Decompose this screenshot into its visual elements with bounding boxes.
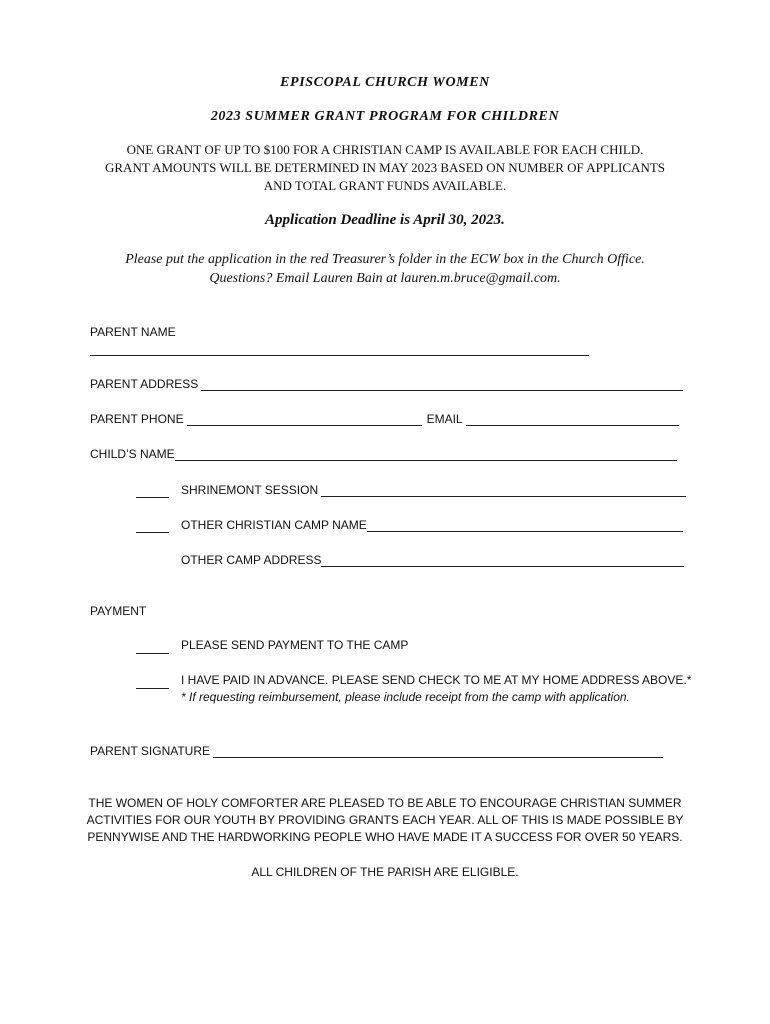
other-camp-name-field[interactable] — [367, 517, 683, 532]
email-label: EMAIL — [426, 412, 463, 426]
application-deadline: Application Deadline is April 30, 2023. — [265, 212, 505, 228]
parent-phone-field[interactable] — [187, 411, 422, 426]
shrinemont-session-label: SHRINEMONT SESSION — [181, 483, 319, 497]
eligibility-note: ALL CHILDREN OF THE PARISH ARE ELIGIBLE. — [251, 865, 519, 879]
parent-address-label: PARENT ADDRESS — [90, 377, 199, 391]
parent-phone-label: PARENT PHONE — [90, 412, 184, 426]
other-camp-address-label: OTHER CAMP ADDRESS — [181, 553, 322, 567]
other-camp-address-row — [181, 552, 684, 567]
intro-line-2: GRANT AMOUNTS WILL BE DETERMINED IN MAY 2023 BASED ON NUMBER OF APPLICANTS — [105, 160, 665, 175]
shrinemont-checkbox[interactable] — [136, 483, 169, 503]
shrinemont-session-field[interactable] — [321, 482, 686, 497]
intro-line-1: ONE GRANT OF UP TO $100 FOR A CHRISTIAN CAMP IS AVAILABLE FOR EACH CHILD. — [126, 142, 644, 157]
intro-line-3: AND TOTAL GRANT FUNDS AVAILABLE. — [263, 178, 507, 193]
payment-heading: PAYMENT — [90, 604, 147, 618]
footer-line-3: PENNYWISE AND THE HARDWORKING PEOPLE WHO HAVE MADE IT A SUCCESS FOR OVER 50 YEARS. — [87, 830, 683, 844]
footer-line-1: THE WOMEN OF HOLY COMFORTER ARE PLEASED TO BE ABLE TO ENCOURAGE CHRISTIAN SUMMER — [88, 796, 682, 810]
instructions-line-2: Questions? Email Lauren Bain at lauren.m.bruce@gmail.com. — [209, 271, 561, 286]
paid-advance-checkbox[interactable] — [136, 674, 169, 694]
other-camp-name-label: OTHER CHRISTIAN CAMP NAME — [181, 518, 367, 532]
paid-advance-label: I HAVE PAID IN ADVANCE. PLEASE SEND CHECK TO ME AT MY HOME ADDRESS ABOVE.* — [181, 673, 692, 687]
childs-name-label: CHILD’S NAME — [90, 447, 175, 461]
shrinemont-row — [181, 482, 686, 497]
other-camp-row — [181, 517, 683, 532]
parent-phone-row — [90, 411, 679, 426]
parent-signature-row — [90, 743, 663, 758]
email-field[interactable] — [466, 411, 679, 426]
parent-signature-field[interactable] — [213, 743, 663, 758]
program-title: 2023 SUMMER GRANT PROGRAM FOR CHILDREN — [210, 109, 560, 124]
pay-camp-label: PLEASE SEND PAYMENT TO THE CAMP — [181, 638, 409, 652]
parent-address-field[interactable] — [201, 376, 683, 391]
reimbursement-note: * If requesting reimbursement, please include receipt from the camp with application. — [181, 690, 630, 704]
parent-name-label: PARENT NAME — [90, 325, 176, 339]
childs-name-field[interactable] — [175, 446, 677, 461]
parent-signature-label: PARENT SIGNATURE — [90, 744, 211, 758]
parent-address-row — [90, 376, 683, 391]
other-camp-address-field[interactable] — [321, 552, 684, 567]
footer-line-2: ACTIVITIES FOR OUR YOUTH BY PROVIDING GRANTS EACH YEAR. ALL OF THIS IS MADE POSSIBLE BY — [86, 813, 684, 827]
instructions-line-1: Please put the application in the red Treasurer’s folder in the ECW box in the Church Office. — [125, 252, 645, 267]
other-camp-checkbox[interactable] — [136, 518, 169, 538]
pay-camp-checkbox[interactable] — [136, 639, 169, 659]
childs-name-row — [90, 446, 677, 461]
parent-name-field[interactable] — [90, 343, 589, 356]
org-title: EPISCOPAL CHURCH WOMEN — [280, 75, 490, 90]
